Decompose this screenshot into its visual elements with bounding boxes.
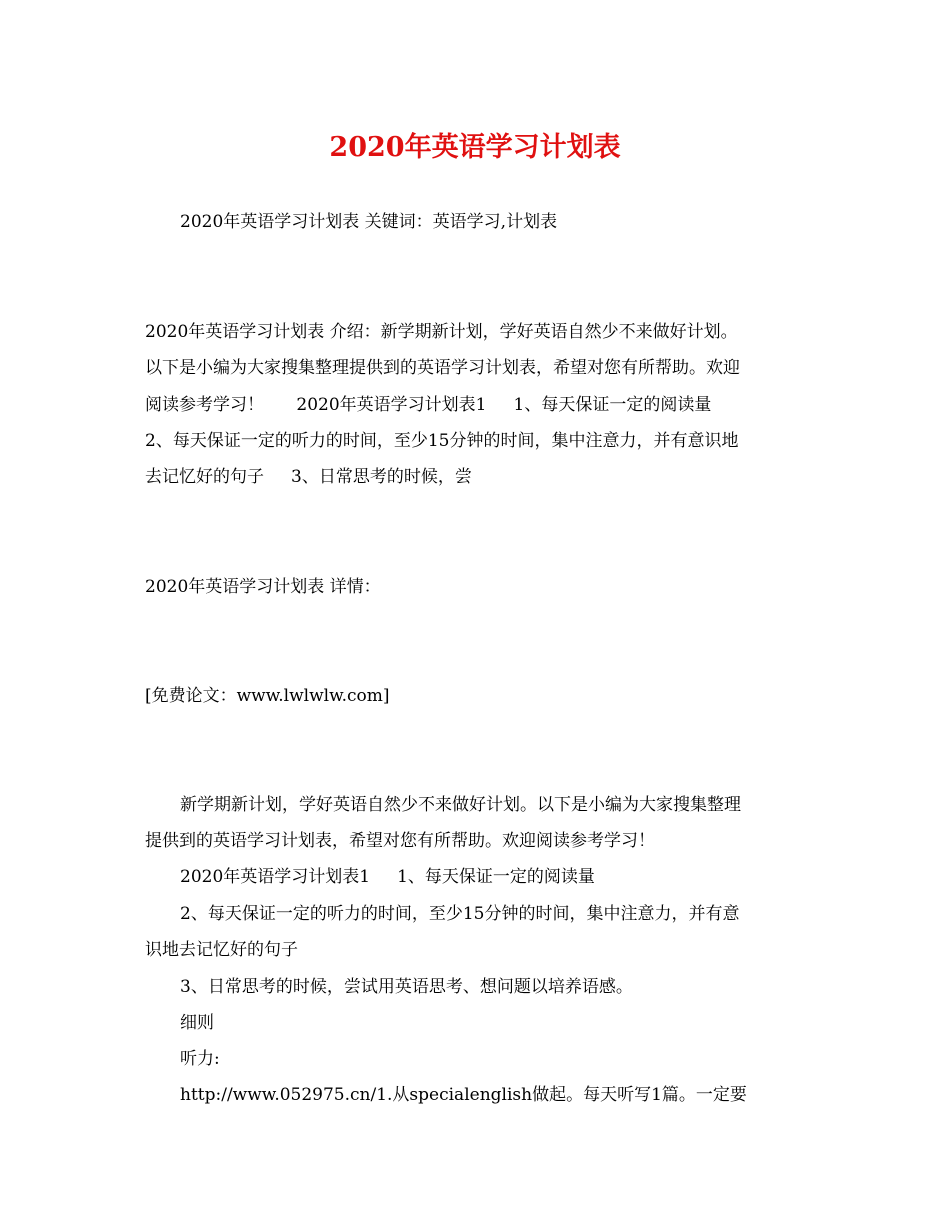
body-para1-line2: 提供到的英语学习计划表，希望对您有所帮助。欢迎阅读参考学习！ xyxy=(145,831,655,851)
body-para6: 听力: xyxy=(180,1049,220,1069)
intro-line-4: 2、每天保证一定的听力的时间，至少15分钟的时间，集中注意力，并有意识地 xyxy=(145,431,739,451)
body-para1-line1: 新学期新计划，学好英语自然少不来做好计划。以下是小编为大家搜集整理 xyxy=(180,795,741,815)
body-para3-line2: 识地去记忆好的句子 xyxy=(145,940,298,960)
document-title: 2020年英语学习计划表 xyxy=(329,132,621,163)
intro-line-5: 去记忆好的句子 3、日常思考的时候，尝 xyxy=(145,467,472,487)
body-para2: 2020年英语学习计划表1 1、每天保证一定的阅读量 xyxy=(180,867,595,887)
source-note: [免费论文：www.lwlwlw.com] xyxy=(145,686,390,706)
body-para5: 细则 xyxy=(180,1013,214,1033)
intro-line-3: 阅读参考学习！ 2020年英语学习计划表1 1、每天保证一定的阅读量 xyxy=(145,395,712,415)
intro-line-1: 2020年英语学习计划表 介绍：新学期新计划，学好英语自然少不来做好计划。 xyxy=(145,322,738,342)
body-para3-line1: 2、每天保证一定的听力的时间，至少15分钟的时间，集中注意力，并有意 xyxy=(180,904,740,924)
body-para7: http://www.052975.cn/1.从specialenglish做起。每天听写1篇。一定要 xyxy=(180,1085,747,1105)
keywords-line: 2020年英语学习计划表 关键词：英语学习,计划表 xyxy=(180,212,558,232)
intro-line-2: 以下是小编为大家搜集整理提供到的英语学习计划表，希望对您有所帮助。欢迎 xyxy=(145,358,740,378)
body-para4: 3、日常思考的时候，尝试用英语思考、想问题以培养语感。 xyxy=(180,977,633,997)
details-label: 2020年英语学习计划表 详情： xyxy=(145,577,381,597)
